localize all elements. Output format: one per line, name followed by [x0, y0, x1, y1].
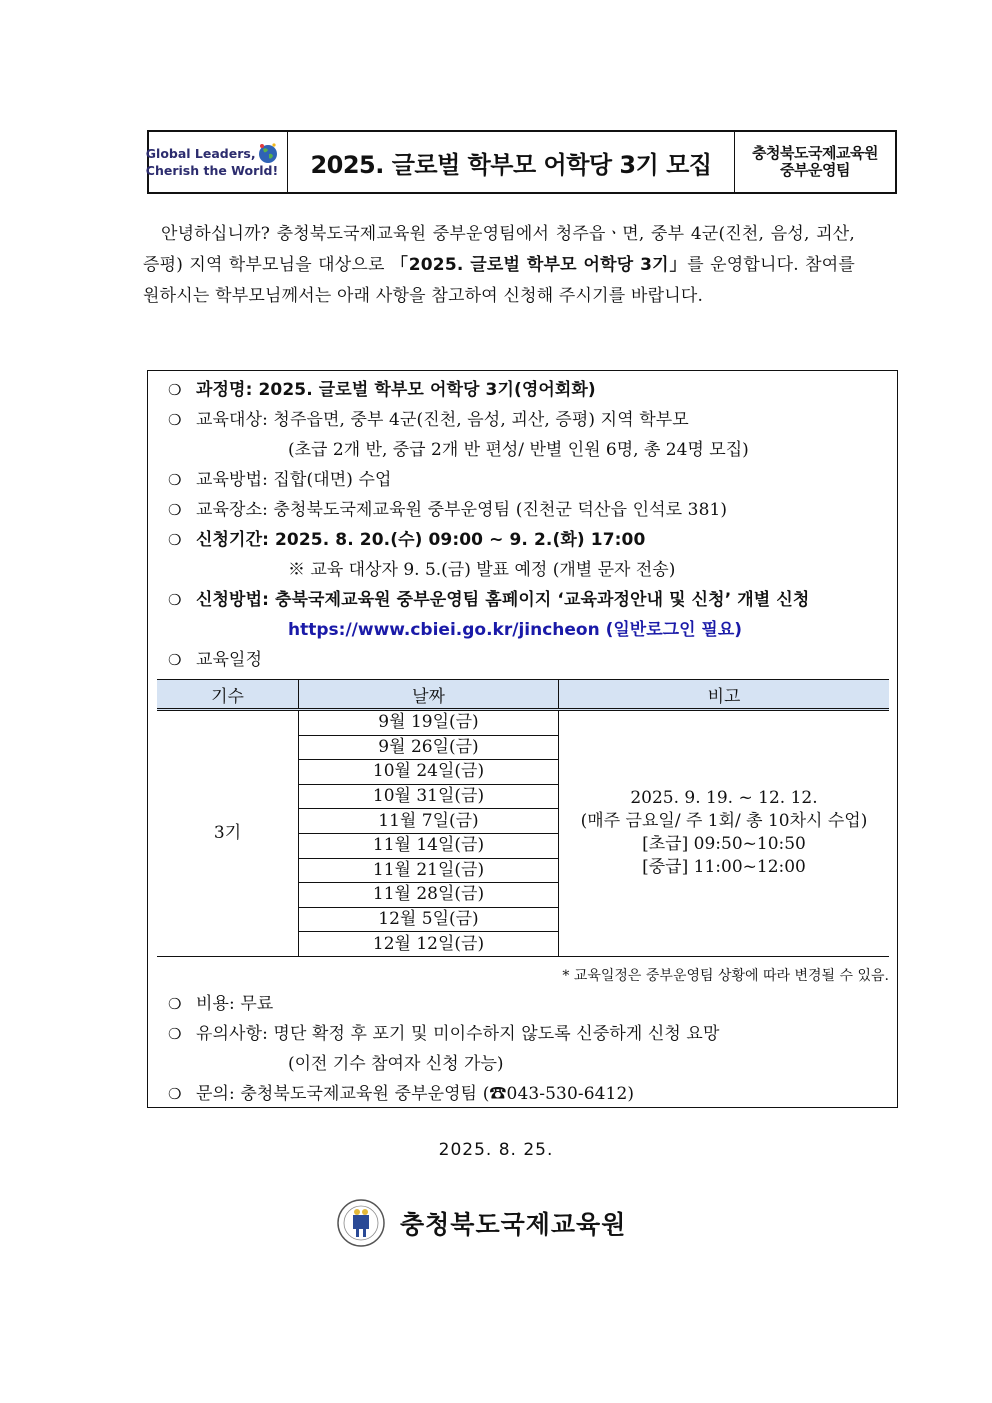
date-cell: 11월 7일(금) — [299, 809, 559, 834]
global-leaders-logo — [145, 132, 288, 192]
item-method: ❍ 교육방법: 집합(대면) 수업 — [168, 470, 392, 490]
item-target: ❍ 교육대상: 청주읍면, 중부 4군(진천, 음성, 괴산, 증평) 지역 학부모 — [168, 410, 689, 430]
bullet-icon: ❍ — [168, 1085, 182, 1103]
date-cell: 11월 14일(금) — [299, 833, 559, 858]
note-cell — [559, 710, 890, 957]
page-title: 2025. 글로벌 학부모 어학당 3기 모집 — [288, 132, 735, 192]
bullet-icon: ❍ — [168, 471, 182, 489]
intro-part1: 안녕하십니까? 충청북도국제교육원 중부운영팀에서 청주읍ㆍ면, 중부 4군(진천, 음성, 괴산, 증평) 지역 학부모님을 대상으로 — [143, 224, 855, 275]
signature-org: 충청북도국제교육원 — [400, 1210, 627, 1239]
date-cell: 9월 26일(금) — [299, 735, 559, 760]
bullet-icon: ❍ — [168, 501, 182, 519]
item-apply: ❍ 신청방법: 충북국제교육원 중부운영팀 홈페이지 ‘교육과정안내 및 신청’ 개별 신청 — [168, 590, 810, 610]
bullet-icon: ❍ — [168, 651, 182, 669]
intro-highlight: 「2025. 글로벌 학부모 어학당 3기」 — [390, 255, 688, 275]
logo-line2: Cherish the World! — [145, 163, 279, 178]
date-cell: 9월 19일(금) — [299, 710, 559, 736]
globe-icon — [257, 142, 279, 166]
bullet-icon: ❍ — [168, 531, 182, 549]
header-box — [147, 130, 897, 194]
note-line: (매주 금요일/ 주 1회/ 총 10차시 수업) — [580, 811, 868, 832]
bullet-icon: ❍ — [168, 411, 182, 429]
item-caution: ❍ 유의사항: 명단 확정 후 포기 및 미이수하지 않도록 신중하게 신청 요망 — [168, 1024, 720, 1044]
apply-link-note: (일반로그인 필요) — [599, 620, 743, 640]
intro-paragraph — [143, 219, 855, 312]
schedule-footnote: * 교육일정은 중부운영팀 상황에 따라 변경될 수 있음. — [562, 968, 889, 984]
item-course: ❍ 과정명: 2025. 글로벌 학부모 어학당 3기(영어회화) — [168, 380, 596, 400]
bullet-icon: ❍ — [168, 381, 182, 399]
apply-link[interactable]: https://www.cbiei.go.kr/jincheon — [288, 620, 600, 640]
item-caution-sub: (이전 기수 참여자 신청 가능) — [288, 1054, 504, 1074]
intro-part2: 를 운영합니다. 참여를 원하시는 학부모님께서는 아래 사항을 참고하여 신청해 주시기를 바랍니다. — [143, 255, 855, 306]
note-line: [초급] 09:50~10:50 — [642, 834, 806, 855]
bullet-icon: ❍ — [168, 995, 182, 1013]
signature-block — [336, 1198, 626, 1248]
cohort-cell: 3기 — [157, 710, 299, 957]
item-cost: ❍ 비용: 무료 — [168, 994, 274, 1014]
item-schedule: ❍ 교육일정 — [168, 650, 263, 670]
date-cell: 10월 31일(금) — [299, 784, 559, 809]
logo-line1: Global Leaders, — [145, 146, 256, 161]
note-line: [중급] 11:00~12:00 — [642, 857, 806, 878]
document-date: 2025. 8. 25. — [438, 1140, 554, 1160]
date-cell: 11월 21일(금) — [299, 858, 559, 883]
item-contact: ❍ 문의: 충청북도국제교육원 중부운영팀 (☎043-530-6412) — [168, 1084, 635, 1104]
item-place: ❍ 교육장소: 충청북도국제교육원 중부운영팀 (진천군 덕산읍 인석로 381) — [168, 500, 728, 520]
header-cohort: 기수 — [157, 680, 299, 710]
schedule-table — [157, 679, 889, 957]
emblem-icon — [336, 1198, 386, 1248]
header-org-line1: 충청북도국제교육원 — [752, 144, 878, 162]
item-period-sub: ※ 교육 대상자 9. 5.(금) 발표 예정 (개별 문자 전송) — [288, 560, 676, 580]
note-line: 2025. 9. 19. ~ 12. 12. — [630, 788, 818, 809]
header-org — [735, 132, 895, 192]
item-apply-link-row — [288, 615, 742, 640]
date-cell: 10월 24일(금) — [299, 760, 559, 785]
date-cell: 12월 12일(금) — [299, 932, 559, 957]
header-org-line2: 중부운영팀 — [780, 161, 850, 179]
header-date: 날짜 — [299, 680, 559, 710]
bullet-icon: ❍ — [168, 1025, 182, 1043]
date-cell: 11월 28일(금) — [299, 883, 559, 908]
header-note: 비고 — [559, 680, 890, 710]
info-box — [147, 370, 898, 1108]
bullet-icon: ❍ — [168, 591, 182, 609]
item-period: ❍ 신청기간: 2025. 8. 20.(수) 09:00 ~ 9. 2.(화) 17:00 — [168, 530, 646, 550]
item-target-sub: (초급 2개 반, 중급 2개 반 편성/ 반별 인원 6명, 총 24명 모집) — [288, 440, 749, 460]
date-cell: 12월 5일(금) — [299, 907, 559, 932]
